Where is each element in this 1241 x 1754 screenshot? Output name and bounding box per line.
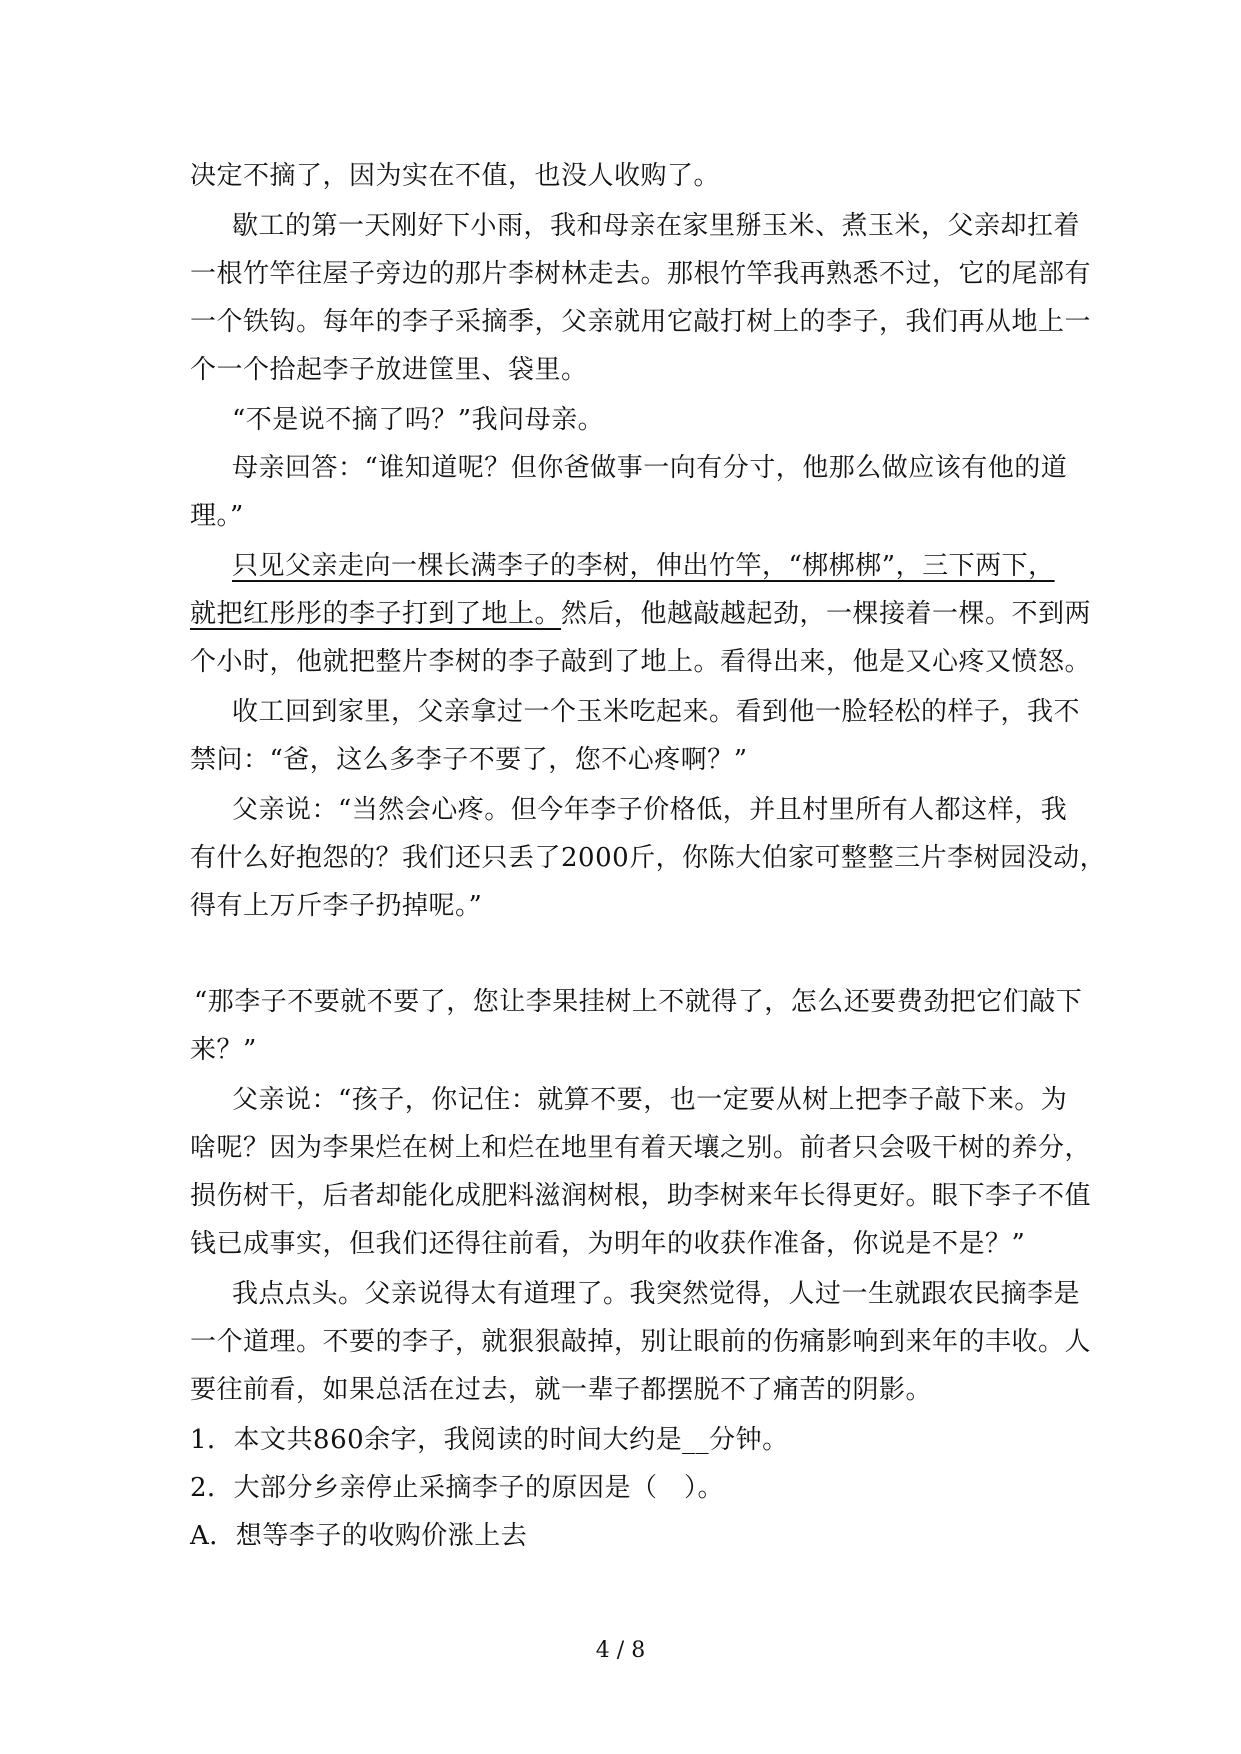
- paragraph-line: [190, 598, 1091, 630]
- paragraph-line: 歇工的第一天刚好下小雨，我和母亲在家里掰玉米、煮玉米，父亲却扛着: [232, 211, 1081, 241]
- paragraph-line: 一个道理。不要的李子，就狠狠敲掉，别让眼前的伤痛影响到来年的丰收。人: [190, 1327, 1092, 1357]
- paragraph-line: 个小时，他就把整片李树的李子敲到了地上。看得出来，他是又心疼又愤怒。: [190, 647, 1092, 677]
- paragraph-line: “那李子不要就不要了，您让李果挂树上不就得了，怎么还要费劲把它们敲下: [194, 987, 1083, 1017]
- paragraph-line: 啥呢？因为李果烂在树上和烂在地里有着天壤之别。前者只会吸干树的养分，: [190, 1133, 1092, 1163]
- sentence-continuation: 然后，他越敲越起劲，一棵接着一棵。不到两: [561, 599, 1092, 629]
- question-1: 1．本文共860余字，我阅读的时间大约是__分钟。: [190, 1425, 789, 1455]
- paragraph-line: 一个铁钩。每年的李子采摘季，父亲就用它敲打树上的李子，我们再从地上一: [190, 307, 1092, 337]
- paragraph-line: 一根竹竿往屋子旁边的那片李树林走去。那根竹竿我再熟悉不过，它的尾部有: [190, 259, 1092, 289]
- paragraph-line: 钱已成事实，但我们还得往前看，为明年的收获作准备，你说是不是？”: [190, 1229, 1026, 1259]
- paragraph-line: 来？”: [190, 1035, 257, 1065]
- paragraph-line: 禁问：“爸，这么多李子不要了，您不心疼啊？”: [190, 745, 748, 775]
- paragraph-line: 损伤树干，后者却能化成肥料滋润树根，助李树来年长得更好。眼下李子不值: [190, 1181, 1092, 1211]
- option-a: A．想等李子的收购价涨上去: [190, 1521, 528, 1551]
- paragraph-line: 个一个拾起李子放进筐里、袋里。: [190, 355, 588, 385]
- paragraph-line: 决定不摘了，因为实在不值，也没人收购了。: [190, 161, 721, 191]
- paragraph-line: 父亲说：“当然会心疼。但今年李子价格低，并且村里所有人都这样，我: [232, 795, 1068, 825]
- page-number: 4 / 8: [595, 1638, 646, 1663]
- paragraph-line: 要往前看，如果总活在过去，就一辈子都摆脱不了痛苦的阴影。: [190, 1375, 933, 1405]
- paragraph-line: 我点点头。父亲说得太有道理了。我突然觉得，人过一生就跟农民摘李是: [232, 1279, 1081, 1309]
- paragraph-line: 收工回到家里，父亲拿过一个玉米吃起来。看到他一脸轻松的样子，我不: [232, 697, 1081, 727]
- paragraph-line: 理。”: [190, 501, 244, 531]
- paragraph-line: “不是说不摘了吗？”我问母亲。: [232, 405, 605, 435]
- underlined-sentence-end: 就把红彤彤的李子打到了地上。: [190, 599, 562, 629]
- paragraph-line: 得有上万斤李子扔掉呢。”: [190, 891, 483, 921]
- paragraph-line: 父亲说：“孩子，你记住：就算不要，也一定要从树上把李子敲下来。为: [232, 1085, 1068, 1115]
- underlined-sentence-line: 只见父亲走向一棵长满李子的李树，伸出竹竿，“梆梆梆”，三下两下，: [232, 551, 1055, 581]
- paragraph-line: 有什么好抱怨的？我们还只丢了2000斤，你陈大伯家可整整三片李树园没动，: [190, 843, 1107, 873]
- paragraph-line: 母亲回答：“谁知道呢？但你爸做事一向有分寸，他那么做应该有他的道: [232, 453, 1068, 483]
- question-2: 2．大部分乡亲停止采摘李子的原因是（ ）。: [190, 1473, 725, 1503]
